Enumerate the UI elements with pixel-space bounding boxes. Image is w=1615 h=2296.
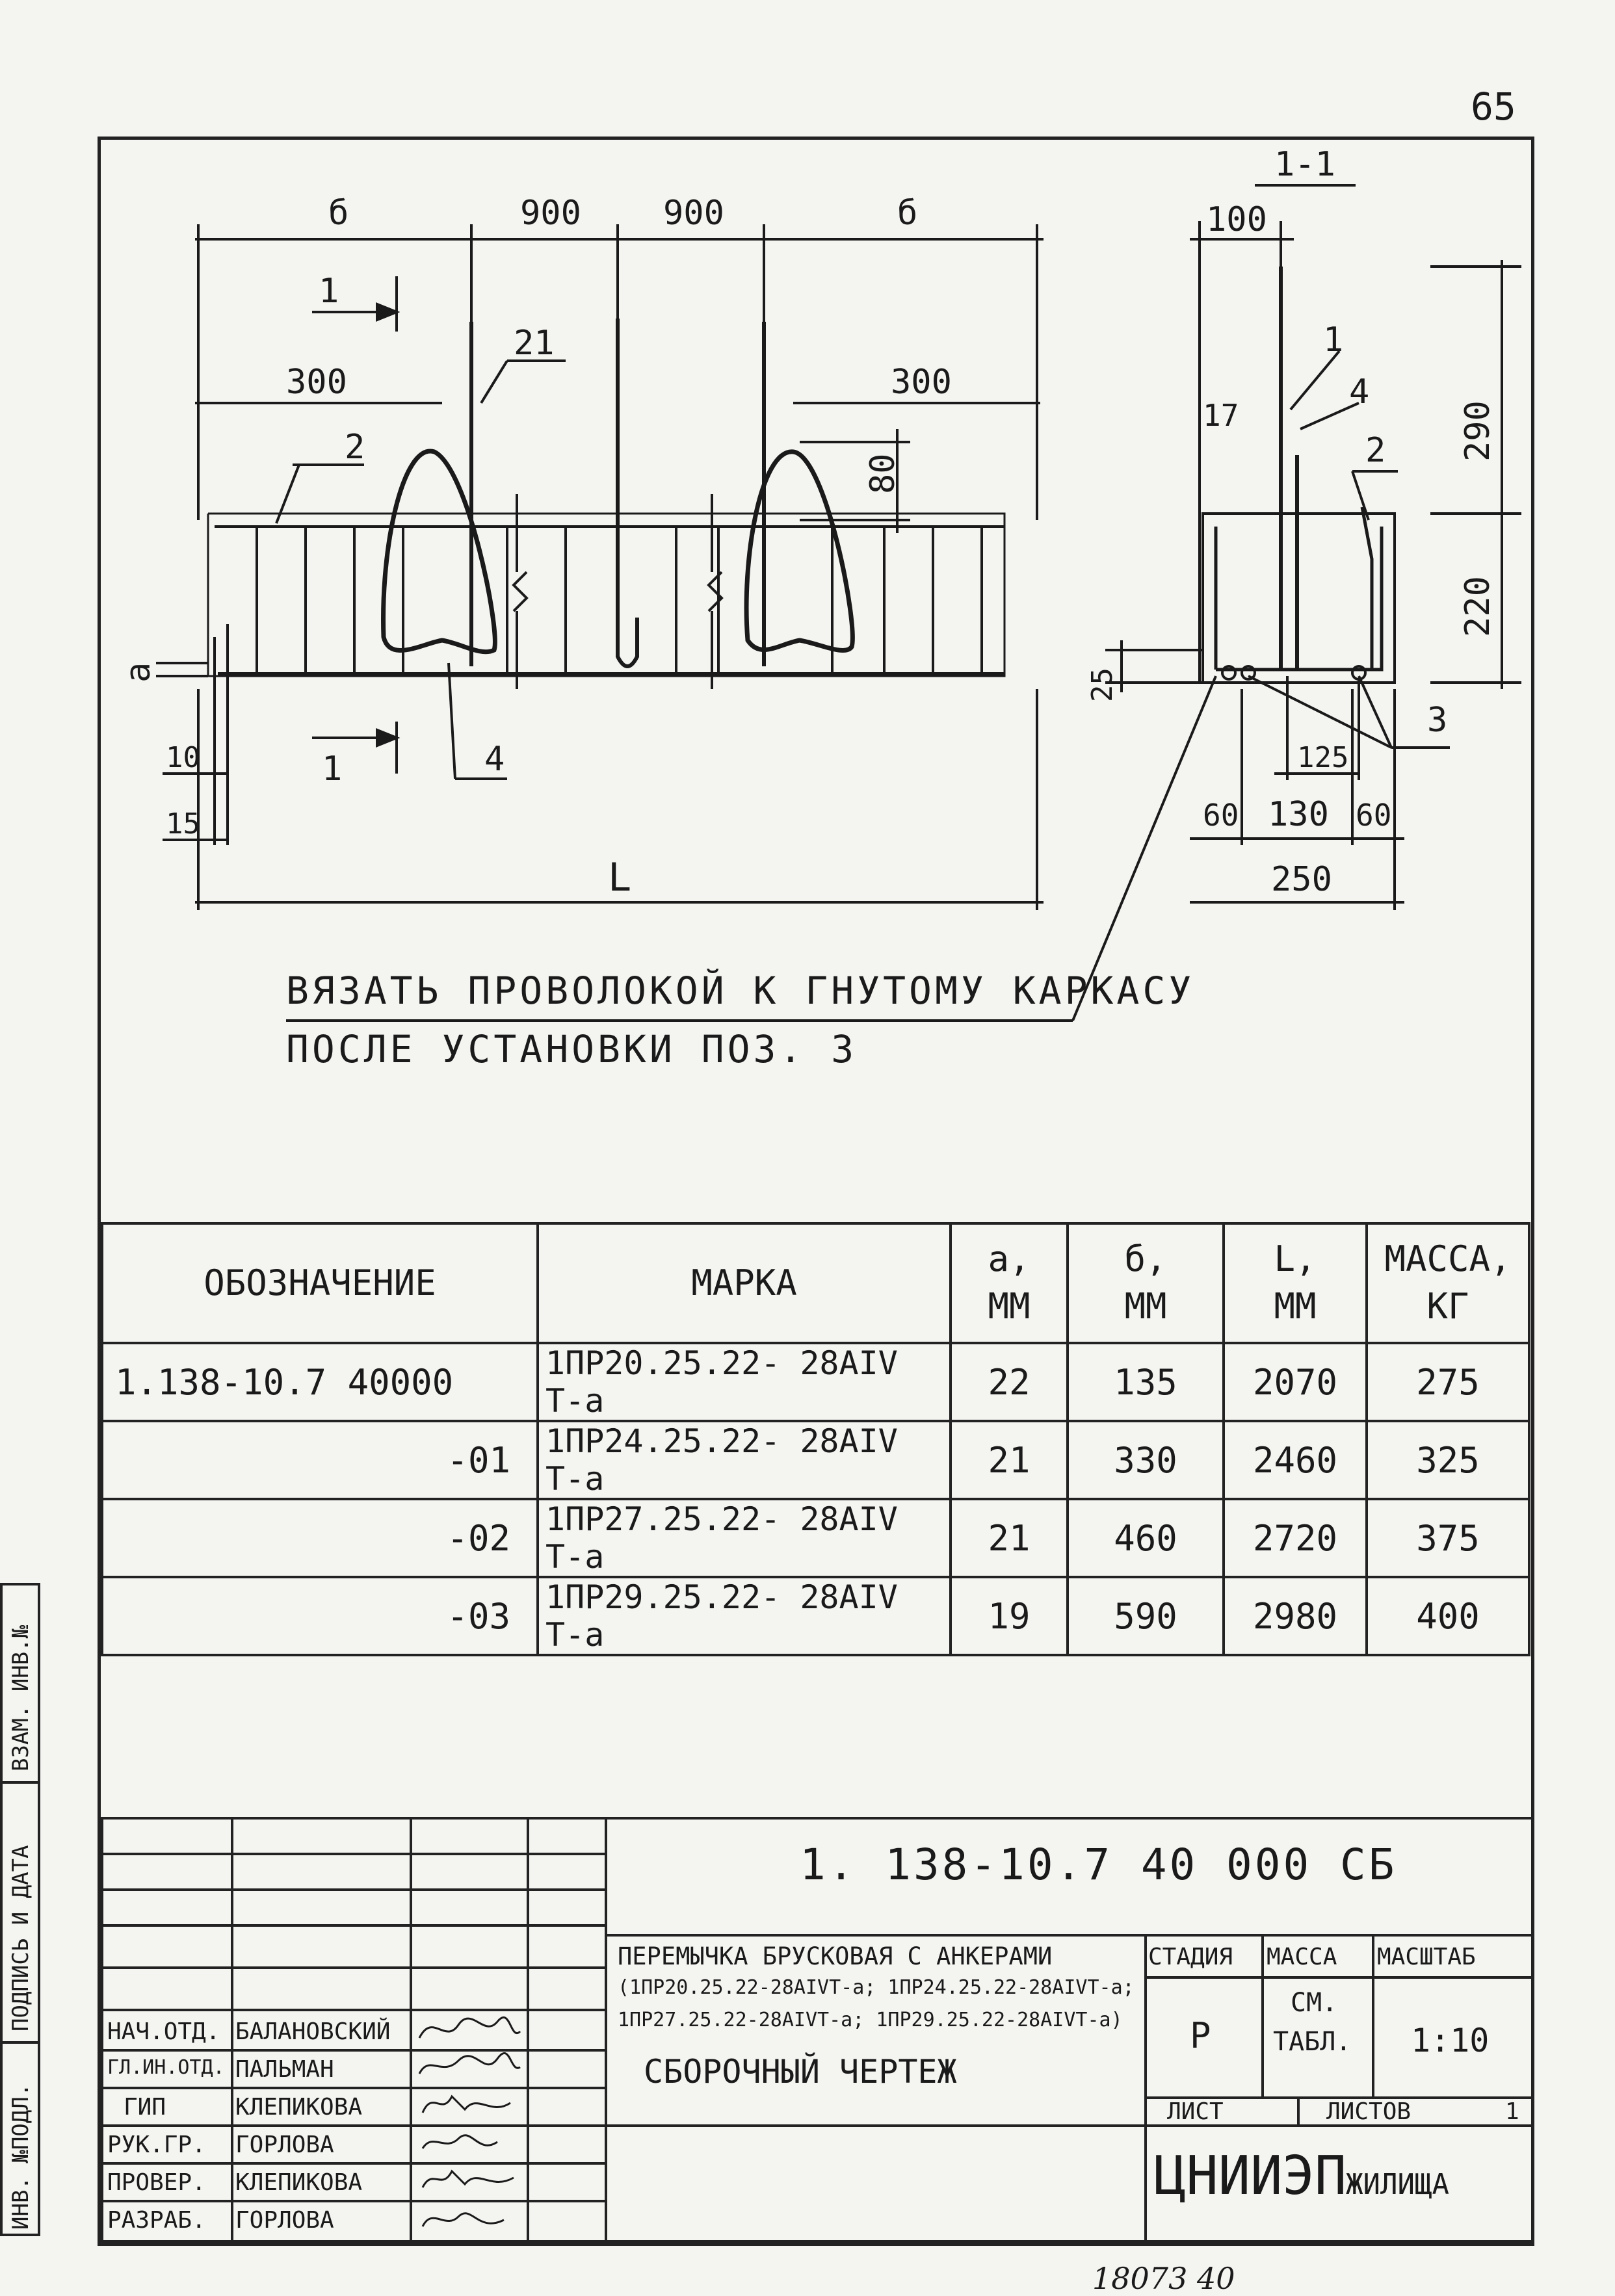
- reinforcement-drawing: [0, 0, 1615, 1105]
- cell-mass: 325: [1367, 1421, 1529, 1499]
- cell-mass: 400: [1367, 1577, 1529, 1655]
- cell-a: 21: [951, 1421, 1068, 1499]
- stage-value: Р: [1190, 2015, 1211, 2056]
- dim-15: 15: [166, 807, 200, 841]
- dim-80: 80: [863, 453, 902, 494]
- cell-L: 2980: [1224, 1577, 1367, 1655]
- cell-L: 2460: [1224, 1421, 1367, 1499]
- dim-b-left: б: [328, 194, 349, 233]
- dim-130: 130: [1268, 795, 1329, 834]
- cell-mark: 1ПР29.25.22- 28АIV Т-а: [538, 1577, 951, 1655]
- cell-L: 2720: [1224, 1499, 1367, 1577]
- pos-2: 2: [345, 428, 365, 467]
- spec-table: [101, 1222, 1530, 1656]
- cell-a: 21: [951, 1499, 1068, 1577]
- signer-name: ГОРЛОВА: [235, 2132, 334, 2158]
- pos-1-bottom: 1: [322, 750, 343, 789]
- org-main: ЦНИИЭП: [1154, 2145, 1347, 2207]
- table-row: [102, 1343, 1529, 1421]
- signer-role: ГИП: [124, 2094, 166, 2120]
- dim-900-a: 900: [520, 194, 581, 233]
- mass-value-l2: ТАБЛ.: [1273, 2027, 1352, 2057]
- dim-b-right: б: [897, 194, 918, 233]
- cell-designation: -02: [102, 1499, 538, 1577]
- note-line-2: ПОСЛЕ УСТАНОВКИ ПОЗ. 3: [286, 1027, 858, 1071]
- signer-name: ПАЛЬМАН: [235, 2056, 334, 2083]
- signer-name: ГОРЛОВА: [235, 2207, 334, 2234]
- dim-250: 250: [1271, 860, 1332, 899]
- col-mark: МАРКА: [538, 1223, 951, 1343]
- cell-designation: -03: [102, 1577, 538, 1655]
- doc-type: СБОРОЧНЫЙ ЧЕРТЕЖ: [644, 2053, 957, 2091]
- dim-25: 25: [1086, 668, 1119, 702]
- dim-a: а: [119, 662, 158, 683]
- signer-name: КЛЕПИКОВА: [235, 2169, 363, 2196]
- table-row: [102, 1577, 1529, 1655]
- side-vzam: ВЗАМ. ИНВ.№: [8, 1624, 34, 1771]
- table-row: [102, 1421, 1529, 1499]
- col-mass: МАССА, КГ: [1367, 1223, 1529, 1343]
- cell-L: 2070: [1224, 1343, 1367, 1421]
- col-b: б, ММ: [1068, 1223, 1224, 1343]
- col-designation: ОБОЗНАЧЕНИЕ: [102, 1223, 538, 1343]
- col-L: L, ММ: [1224, 1223, 1367, 1343]
- cell-designation: 1.138-10.7 40000: [102, 1343, 538, 1421]
- dim-60-left: 60: [1203, 798, 1239, 833]
- signer-role: РАЗРАБ.: [107, 2207, 206, 2234]
- cell-designation: -01: [102, 1421, 538, 1499]
- cell-a: 19: [951, 1577, 1068, 1655]
- signer-role: РУК.ГР.: [107, 2132, 206, 2158]
- signer-role: НАЧ.ОТД.: [107, 2018, 220, 2045]
- dim-L: L: [608, 855, 632, 900]
- org-sub: ЖИЛИЩА: [1346, 2168, 1449, 2201]
- page-number: 65: [1471, 85, 1516, 129]
- cell-b: 460: [1068, 1499, 1224, 1577]
- signer-role: ПРОВЕР.: [107, 2169, 206, 2196]
- signer-role: ГЛ.ИН.ОТД.: [107, 2056, 225, 2079]
- signatures: [413, 2012, 523, 2239]
- side-podpis: ПОДПИСЬ И ДАТА: [8, 1845, 34, 2031]
- sec-pos-2: 2: [1365, 431, 1386, 470]
- spec-header-row: [102, 1223, 1529, 1343]
- dim-125: 125: [1297, 741, 1349, 774]
- dim-10: 10: [166, 741, 200, 774]
- sheets-count: 1: [1505, 2098, 1519, 2125]
- dim-290: 290: [1458, 400, 1497, 462]
- cell-a: 22: [951, 1343, 1068, 1421]
- title-line-2: (1ПР20.25.22-28АIVТ-а; 1ПР24.25.22-28АIVТ-а;: [618, 1976, 1135, 1999]
- dim-17: 17: [1203, 398, 1239, 433]
- dim-60-right: 60: [1356, 798, 1392, 833]
- signer-name: КЛЕПИКОВА: [235, 2094, 363, 2120]
- section-label: 1-1: [1274, 145, 1335, 184]
- pos-4: 4: [484, 740, 505, 779]
- sheet-label: ЛИСТ: [1167, 2098, 1224, 2125]
- scale-value: 1:10: [1411, 2022, 1490, 2059]
- side-inv-podl: ИНВ. №ПОДЛ.: [8, 2083, 34, 2230]
- dim-300-right: 300: [891, 363, 952, 402]
- cell-mass: 375: [1367, 1499, 1529, 1577]
- cell-mark: 1ПР20.25.22- 28АIV Т-а: [538, 1343, 951, 1421]
- title-line-3: 1ПР27.25.22-28АIVТ-а; 1ПР29.25.22-28АIVТ-а): [618, 2009, 1123, 2031]
- signer-name: БАЛАНОВСКИЙ: [235, 2018, 391, 2045]
- dim-300-left: 300: [286, 363, 347, 402]
- dim-220: 220: [1458, 576, 1497, 637]
- cell-mass: 275: [1367, 1343, 1529, 1421]
- cell-b: 330: [1068, 1421, 1224, 1499]
- cell-b: 135: [1068, 1343, 1224, 1421]
- note-line-1: ВЯЗАТЬ ПРОВОЛОКОЙ К ГНУТОМУ КАРКАСУ: [286, 969, 1195, 1013]
- sec-pos-4: 4: [1349, 372, 1370, 411]
- col-a: а, ММ: [951, 1223, 1068, 1343]
- table-row: [102, 1499, 1529, 1577]
- dim-900-b: 900: [663, 194, 724, 233]
- scale-label: МАСШТАБ: [1377, 1944, 1476, 1970]
- sec-pos-1: 1: [1323, 320, 1344, 359]
- title-line-1: ПЕРЕМЫЧКА БРУСКОВАЯ С АНКЕРАМИ: [618, 1942, 1053, 1970]
- cell-mark: 1ПР27.25.22- 28АIV Т-а: [538, 1499, 951, 1577]
- sec-pos-3: 3: [1427, 701, 1448, 740]
- dim-100: 100: [1206, 200, 1267, 239]
- sheets-label: ЛИСТОВ: [1326, 2098, 1411, 2125]
- mass-label: МАССА: [1267, 1944, 1337, 1970]
- pos-1-top: 1: [319, 272, 339, 311]
- mass-value-l1: СМ.: [1291, 1988, 1338, 2018]
- sheet-id: 18073 40: [1092, 2261, 1235, 2296]
- pos-21: 21: [514, 324, 555, 363]
- cell-mark: 1ПР24.25.22- 28АIV Т-а: [538, 1421, 951, 1499]
- doc-code: 1. 138-10.7 40 000 СБ: [800, 1840, 1397, 1890]
- stage-label: СТАДИЯ: [1148, 1944, 1233, 1970]
- cell-b: 590: [1068, 1577, 1224, 1655]
